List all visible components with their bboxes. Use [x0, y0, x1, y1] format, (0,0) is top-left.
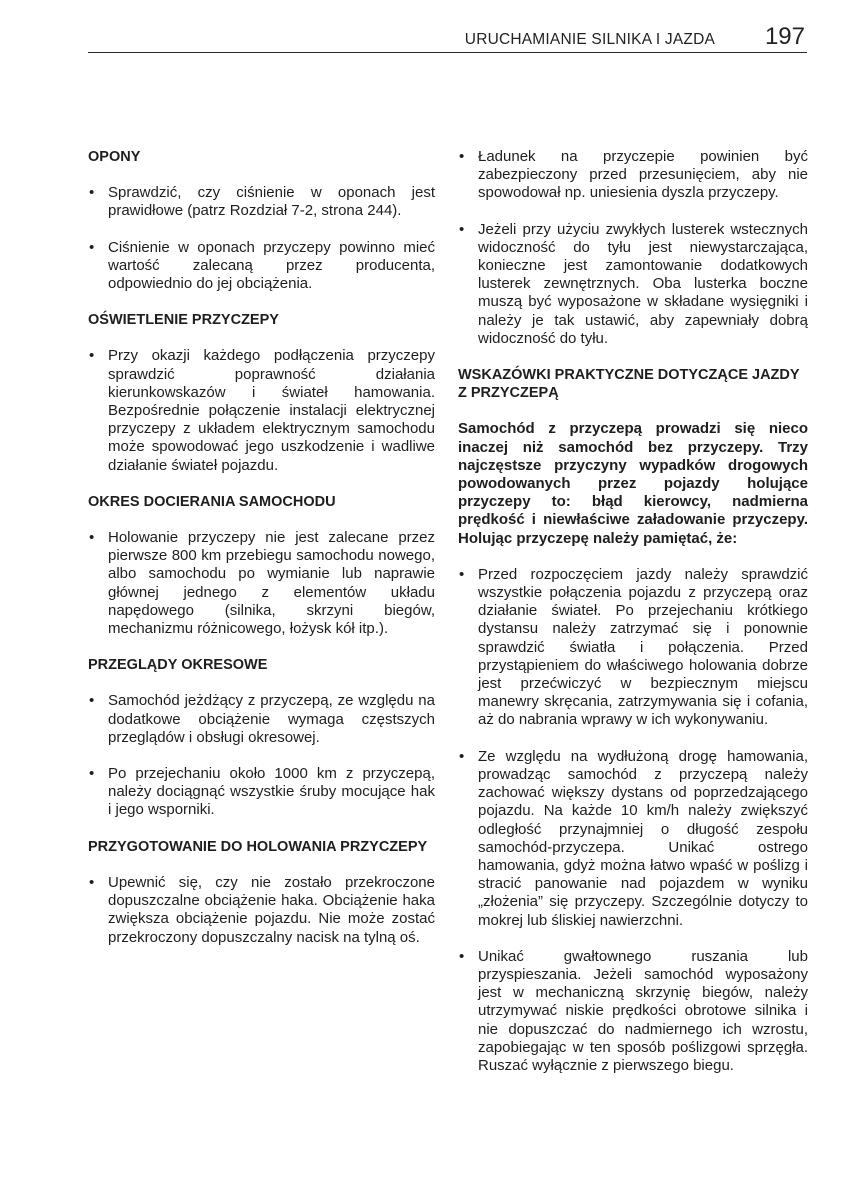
lead-paragraph: Samochód z przyczepą prowadzi się nieco inaczej niż samochód bez przyczepy. Trzy najczęstsze przyczyny wypadków drogowych powodowanych przez pojazdy holujące przyczepy to: błąd kierowcy, nadmierna prędkość i niewłaściwe załadowanie przyczepy. Holując przyczepę należy pamiętać, że: — [458, 420, 808, 547]
section-tires — [88, 148, 435, 293]
bullet-item: • Ze względu na wydłużoną drogę hamowania, prowadząc samochód z przyczepą należy zachować większy dystans od poprzedzającego pojazdu. Na każde 10 km/h należy zwiększyć odległość przynajmniej o długość zespołu samochód-przyczepa. Unikać ostrego hamowania, gdyż można łatwo wpaść w poślizg i stracić panowanie nad pojazdem w wyniku „złożenia” się przyczepy. Szczególnie dotyczy to mokrej lub śliskiej nawierzchni. — [458, 748, 808, 930]
bullet-list — [88, 529, 435, 638]
bullet-item: • Przy okazji każdego podłączenia przyczepy sprawdzić poprawność działania kierunkowskazów i świateł hamowania. Bezpośrednie połączenie instalacji elektrycznej przyczepy z układem elektrycznym samochodu może spowodować jego uszkodzenie i wadliwe działanie świateł pojazdu. — [88, 347, 435, 474]
bullet-item: • Sprawdzić, czy ciśnienie w oponach jest prawidłowe (patrz Rozdział 7-2, strona 244). — [88, 184, 435, 220]
section-break-in-period — [88, 493, 435, 638]
section-heading: OPONY — [88, 149, 141, 165]
section-heading: OŚWIETLENIE PRZYCZEPY — [88, 312, 279, 329]
bullet-list — [88, 347, 435, 474]
bullet-list — [458, 148, 808, 348]
section-heading: PRZEGLĄDY OKRESOWE — [88, 657, 268, 674]
right-column — [458, 148, 808, 1093]
bullet-item: • Jeżeli przy użyciu zwykłych lusterek wstecznych widoczność do tyłu jest niewystarczająca, konieczne jest zamontowanie dodatkowych lusterek zewnętrznych. Oba lusterka boczne muszą być wyposażone w składane wysięgniki i należy je tak ustawić, aby zapewniały dobrą widoczność do tyłu. — [458, 221, 808, 348]
section-trailer-lights — [88, 311, 435, 475]
section-heading: WSKAZÓWKI PRAKTYCZNE DOTYCZĄCE JAZDY Z PRZYCZEPĄ — [458, 367, 800, 402]
bullet-item: • Unikać gwałtownego ruszania lub przyspieszania. Jeżeli samochód wyposażony jest w mechaniczną skrzynię biegów, należy utrzymywać niskie prędkości obrotowe silnika i nie dopuszczać do nadmiernego ich wzrostu, zapobiegając w ten sposób poślizgowi sprzęgła. Ruszać wyłącznie z pierwszego biegu. — [458, 948, 808, 1075]
section-towing-tips — [458, 366, 808, 1075]
bullet-item: • Przed rozpoczęciem jazdy należy sprawdzić wszystkie połączenia pojazdu z przyczepą oraz działanie świateł. Po przejechaniu krótkiego dystansu należy zatrzymać się i ponownie sprawdzić światła i połączenia. Przed przystąpieniem do właściwego holowania dobrze jest przećwiczyć w bezpiecznym miejscu manewry skręcania, zatrzymywania się i cofania, aż do nabrania wprawy w ich wykonywaniu. — [458, 566, 808, 730]
bullet-item: • Samochód jeżdżący z przyczepą, ze względu na dodatkowe obciążenie wymaga częstszych przeglądów i obsługi okresowej. — [88, 692, 435, 747]
left-column — [88, 148, 435, 965]
bullet-item: • Holowanie przyczepy nie jest zalecane przez pierwsze 800 km przebiegu samochodu nowego, albo samochodu po wymianie lub naprawie głównej jednego z elementów układu napędowego (silnika, skrzyni biegów, mechanizmu różnicowego, łożysk kół itp.). — [88, 529, 435, 638]
running-header-title: URUCHAMIANIE SILNIKA I JAZDA — [464, 31, 715, 48]
bullet-list — [88, 184, 435, 293]
section-towing-preparation — [88, 838, 435, 947]
section-periodic-inspections — [88, 656, 435, 819]
bullet-item: • Po przejechaniu około 1000 km z przyczepą, należy dociągnąć wszystkie śruby mocujące hak i jego wsporniki. — [88, 765, 435, 820]
page-number: 197 — [764, 23, 805, 50]
bullet-item: • Ciśnienie w oponach przyczepy powinno mieć wartość zalecaną przez producenta, odpowiednio do jej obciążenia. — [88, 239, 435, 294]
bullet-list — [88, 692, 435, 819]
section-heading: PRZYGOTOWANIE DO HOLOWANIA PRZYCZEPY — [88, 838, 428, 855]
bullet-item: • Upewnić się, czy nie zostało przekroczone dopuszczalne obciążenie haka. Obciążenie haka zwiększa obciążenie pojazdu. Nie może zostać przekroczony dopuszczalny nacisk na tylną oś. — [88, 874, 435, 947]
page-header — [88, 22, 807, 53]
bullet-item: • Ładunek na przyczepie powinien być zabezpieczony przed przesunięciem, aby nie spowodował np. uniesienia dyszla przyczepy. — [458, 148, 808, 203]
bullet-list — [88, 874, 435, 947]
section-heading: OKRES DOCIERANIA SAMOCHODU — [88, 493, 336, 510]
bullet-list — [458, 566, 808, 1075]
